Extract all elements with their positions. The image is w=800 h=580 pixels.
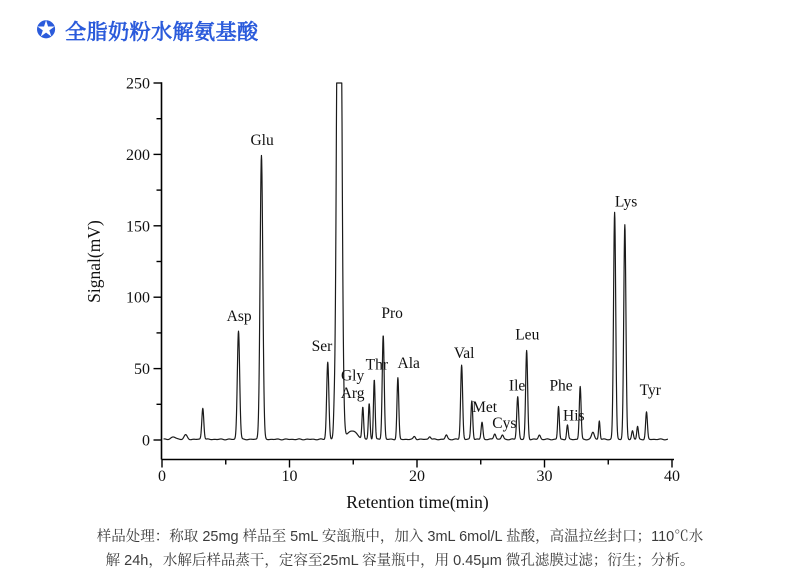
- tick-marks: [154, 83, 673, 468]
- sample-prep-caption: [78, 525, 722, 573]
- peak-label-His: His: [563, 407, 585, 425]
- x-axis-label: Retention time(min): [346, 492, 489, 512]
- peak-label-Ile: Ile: [508, 377, 526, 395]
- peak-label-Met: Met: [472, 399, 498, 417]
- signal-trace: [164, 83, 668, 440]
- peak-label-Ala: Ala: [397, 354, 420, 372]
- peak-label-Lys: Lys: [614, 193, 638, 211]
- peak-label-Thr: Thr: [365, 356, 389, 374]
- y-tick-label: 0: [142, 432, 150, 450]
- peak-label-Val: Val: [453, 344, 475, 362]
- x-tick-label: 30: [536, 468, 553, 485]
- x-tick-label: 0: [158, 468, 166, 485]
- caption-line-2: 解 24h，水解后样品蒸干，定容至25mL 容量瓶中，用 0.45μm 微孔滤膜过滤；衍生；分析。: [105, 553, 695, 569]
- peak-label-Phe: Phe: [549, 377, 573, 395]
- x-tick-label: 20: [409, 468, 425, 485]
- x-tick-label: 10: [281, 468, 298, 485]
- y-tick-label: 100: [126, 289, 150, 307]
- peak-label-Tyr: Tyr: [639, 382, 661, 400]
- y-tick-label: 200: [126, 146, 150, 164]
- x-tick-label: 40: [664, 468, 680, 485]
- caption-line-1: 样品处理：称取 25mg 样品至 5mL 安瓿瓶中，加入 3mL 6mol/L 盐酸，高温拉丝封口；110℃水: [96, 529, 704, 545]
- peak-label-Gly: Gly: [340, 367, 365, 385]
- peak-label-Arg: Arg: [340, 384, 365, 402]
- peak-label-Asp: Asp: [226, 307, 252, 325]
- y-axis-label: Signal(mV): [84, 220, 104, 303]
- peak-label-Leu: Leu: [515, 326, 540, 344]
- peak-label-Pro: Pro: [381, 304, 403, 322]
- axes: [162, 82, 675, 459]
- peak-label-Cys: Cys: [492, 414, 517, 432]
- peak-labels: [227, 132, 662, 432]
- peak-label-Ser: Ser: [311, 337, 333, 355]
- peak-label-Glu: Glu: [250, 132, 274, 150]
- page-title: 全脂奶粉水解氨基酸: [65, 21, 259, 44]
- y-tick-label: 250: [126, 75, 150, 93]
- y-tick-label: 50: [134, 361, 150, 379]
- tick-labels: [126, 76, 680, 486]
- circled-star-icon: ✪: [36, 17, 57, 44]
- y-tick-label: 150: [126, 218, 150, 236]
